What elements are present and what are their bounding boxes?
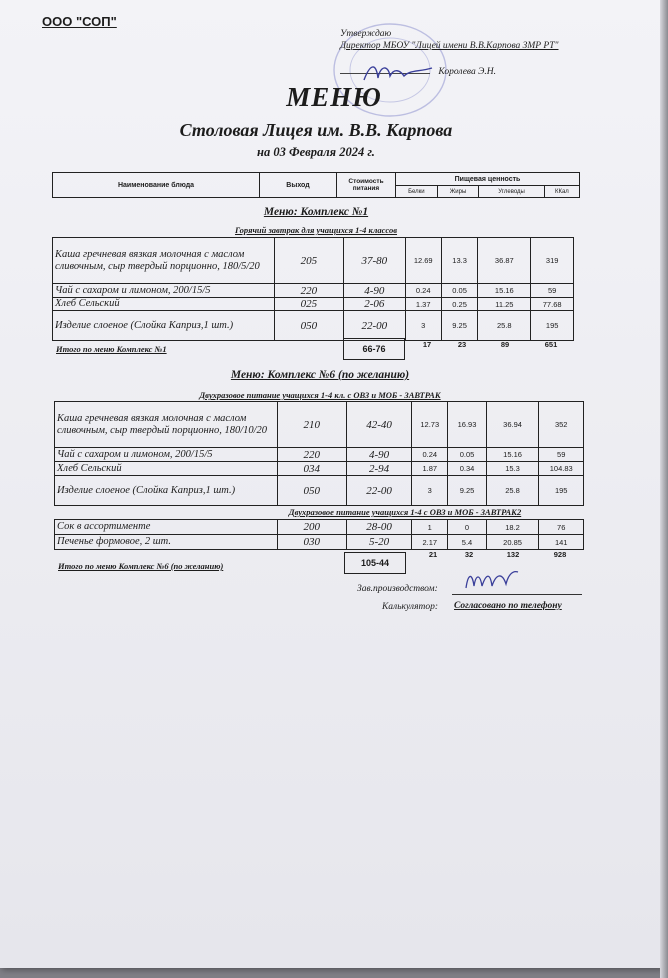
production-signature-icon xyxy=(462,566,522,594)
dish-protein: 12.73 xyxy=(412,402,448,448)
complex6-total-fat: 32 xyxy=(464,550,474,559)
dish-name: Чай с сахаром и лимоном, 200/15/5 xyxy=(53,284,275,298)
complex1-total-fat: 23 xyxy=(457,340,467,349)
complex1-total-kcal: 651 xyxy=(544,340,558,349)
complex6-total-label: Итого по меню Комплекс №6 (по желанию) xyxy=(58,561,224,571)
dish-output: 220 xyxy=(274,284,344,298)
dish-output: 200 xyxy=(277,520,346,535)
complex1-total-label: Итого по меню Комплекс №1 xyxy=(56,344,167,354)
complex1-total-cost: 66-76 xyxy=(343,338,405,360)
dish-cost: 2-06 xyxy=(344,298,405,311)
dish-protein: 1.37 xyxy=(405,298,441,311)
dish-kcal: 59 xyxy=(531,284,574,298)
col-name-header: Наименование блюда xyxy=(53,173,260,198)
dish-name: Изделие слоеное (Слойка Каприз,1 шт.) xyxy=(55,476,278,506)
calc-label: Калькулятор: xyxy=(382,602,439,612)
dish-name: Чай с сахаром и лимоном, 200/15/5 xyxy=(55,448,278,462)
col-kcal-header: ККал xyxy=(544,186,579,198)
complex6-subtitle1: Двухразовое питание учащихся 1-4 кл. с ОВЗ и МОБ - ЗАВТРАК xyxy=(199,390,441,400)
dish-protein: 0.24 xyxy=(412,448,448,462)
dish-name: Изделие слоеное (Слойка Каприз,1 шт.) xyxy=(53,311,275,341)
dish-name: Сок в ассортименте xyxy=(55,520,278,535)
dish-cost: 4-90 xyxy=(344,284,405,298)
dish-fat: 0.34 xyxy=(448,462,486,476)
dish-cost: 42-40 xyxy=(346,402,411,448)
complex6-subtitle2: Двухразовое питание учащихся 1-4 с ОВЗ и МОБ - ЗАВТРАК2 xyxy=(288,507,522,517)
approval-position: Директор МБОУ "Лицей имени В.В.Карпова ЗМР РТ" xyxy=(340,41,559,51)
dish-fat: 0.05 xyxy=(448,448,486,462)
dish-carbs: 11.25 xyxy=(478,298,531,311)
dish-name: Печенье формовое, 2 шт. xyxy=(55,535,278,550)
column-header-table xyxy=(52,172,580,198)
dish-name: Хлеб Сельский xyxy=(53,298,275,311)
dish-cost: 4-90 xyxy=(346,448,411,462)
dish-carbs: 15.16 xyxy=(478,284,531,298)
complex6-total-cost: 105-44 xyxy=(344,552,406,574)
complex1-title: Меню: Комплекс №1 xyxy=(263,206,369,218)
complex6-total-kcal: 928 xyxy=(553,550,567,559)
table-row xyxy=(53,298,574,311)
table-row xyxy=(55,402,584,448)
page-title: МЕНЮ xyxy=(286,82,382,112)
table-row xyxy=(53,238,574,284)
dish-carbs: 36.94 xyxy=(486,402,539,448)
table-row xyxy=(55,476,584,506)
dish-fat: 5.4 xyxy=(448,535,486,550)
dish-fat: 13.3 xyxy=(441,238,477,284)
col-nutrition-header: Пищевая ценность xyxy=(396,173,580,186)
dish-carbs: 20.85 xyxy=(486,535,539,550)
dish-kcal: 195 xyxy=(531,311,574,341)
dish-protein: 2.17 xyxy=(412,535,448,550)
company-name: ООО "СОП" xyxy=(42,14,117,29)
col-cost-header: Стоимость питания xyxy=(337,173,396,198)
complex6-total-carbs: 132 xyxy=(506,550,520,559)
dish-output: 205 xyxy=(274,238,344,284)
dish-kcal: 141 xyxy=(539,535,584,550)
dish-kcal: 59 xyxy=(539,448,584,462)
dish-carbs: 18.2 xyxy=(486,520,539,535)
dish-name: Хлеб Сельский xyxy=(55,462,278,476)
production-label: Зав.производством: xyxy=(357,584,438,594)
dish-cost: 37-80 xyxy=(344,238,405,284)
dish-kcal: 352 xyxy=(539,402,584,448)
menu-date: на 03 Февраля 2024 г. xyxy=(257,145,375,159)
complex1-subtitle: Горячий завтрак для учащихся 1-4 классов xyxy=(234,225,398,235)
dish-fat: 9.25 xyxy=(448,476,486,506)
complex6-title: Меню: Комплекс №6 (по желанию) xyxy=(230,369,410,381)
dish-kcal: 77.68 xyxy=(531,298,574,311)
dish-output: 220 xyxy=(277,448,346,462)
dish-output: 034 xyxy=(277,462,346,476)
dish-protein: 3 xyxy=(412,476,448,506)
dish-kcal: 104.83 xyxy=(539,462,584,476)
table-row xyxy=(53,311,574,341)
complex1-total-carbs: 89 xyxy=(500,340,510,349)
dish-kcal: 76 xyxy=(539,520,584,535)
dish-output: 030 xyxy=(277,535,346,550)
complex1-total-protein: 17 xyxy=(422,340,432,349)
dish-fat: 0.05 xyxy=(441,284,477,298)
complex6-table-breakfast2 xyxy=(54,519,584,550)
dish-fat: 9.25 xyxy=(441,311,477,341)
dish-name: Каша гречневая вязкая молочная с маслом сливочным, сыр твердый порционно, 180/5/20 xyxy=(53,238,275,284)
dish-cost: 28-00 xyxy=(346,520,411,535)
col-fat-header: Жиры xyxy=(437,186,479,198)
dish-fat: 0 xyxy=(448,520,486,535)
col-protein-header: Белки xyxy=(396,186,438,198)
dish-protein: 12.69 xyxy=(405,238,441,284)
dish-output: 210 xyxy=(277,402,346,448)
page-edge xyxy=(660,0,668,978)
dish-carbs: 25.8 xyxy=(486,476,539,506)
table-row xyxy=(55,520,584,535)
dish-fat: 0.25 xyxy=(441,298,477,311)
complex6-table-breakfast xyxy=(54,401,584,506)
table-row xyxy=(55,535,584,550)
dish-protein: 1 xyxy=(412,520,448,535)
table-row xyxy=(55,462,584,476)
col-carbs-header: Углеводы xyxy=(479,186,544,198)
dish-protein: 0.24 xyxy=(405,284,441,298)
dish-cost: 2-94 xyxy=(346,462,411,476)
dish-fat: 16.93 xyxy=(448,402,486,448)
dish-kcal: 319 xyxy=(531,238,574,284)
dish-carbs: 15.16 xyxy=(486,448,539,462)
complex1-table xyxy=(52,237,574,341)
table-row xyxy=(55,448,584,462)
calc-value: Согласовано по телефону xyxy=(454,601,562,611)
dish-protein: 3 xyxy=(405,311,441,341)
dish-output: 025 xyxy=(274,298,344,311)
dish-cost: 22-00 xyxy=(344,311,405,341)
table-row xyxy=(53,284,574,298)
production-signature-line xyxy=(452,594,582,595)
dish-output: 050 xyxy=(274,311,344,341)
approval-heading: Утверждаю xyxy=(340,29,392,39)
dish-cost: 5-20 xyxy=(346,535,411,550)
dish-carbs: 25.8 xyxy=(478,311,531,341)
complex6-total-protein: 21 xyxy=(428,550,438,559)
dish-carbs: 36.87 xyxy=(478,238,531,284)
approval-signer: Королева Э.Н. xyxy=(438,67,496,77)
dish-name: Каша гречневая вязкая молочная с маслом сливочным, сыр твердый порционно, 180/10/20 xyxy=(55,402,278,448)
dish-kcal: 195 xyxy=(539,476,584,506)
page-subtitle: Столовая Лицея им. В.В. Карпова xyxy=(179,120,453,140)
dish-protein: 1.87 xyxy=(412,462,448,476)
dish-output: 050 xyxy=(277,476,346,506)
col-output-header: Выход xyxy=(260,173,337,198)
dish-cost: 22-00 xyxy=(346,476,411,506)
dish-carbs: 15.3 xyxy=(486,462,539,476)
